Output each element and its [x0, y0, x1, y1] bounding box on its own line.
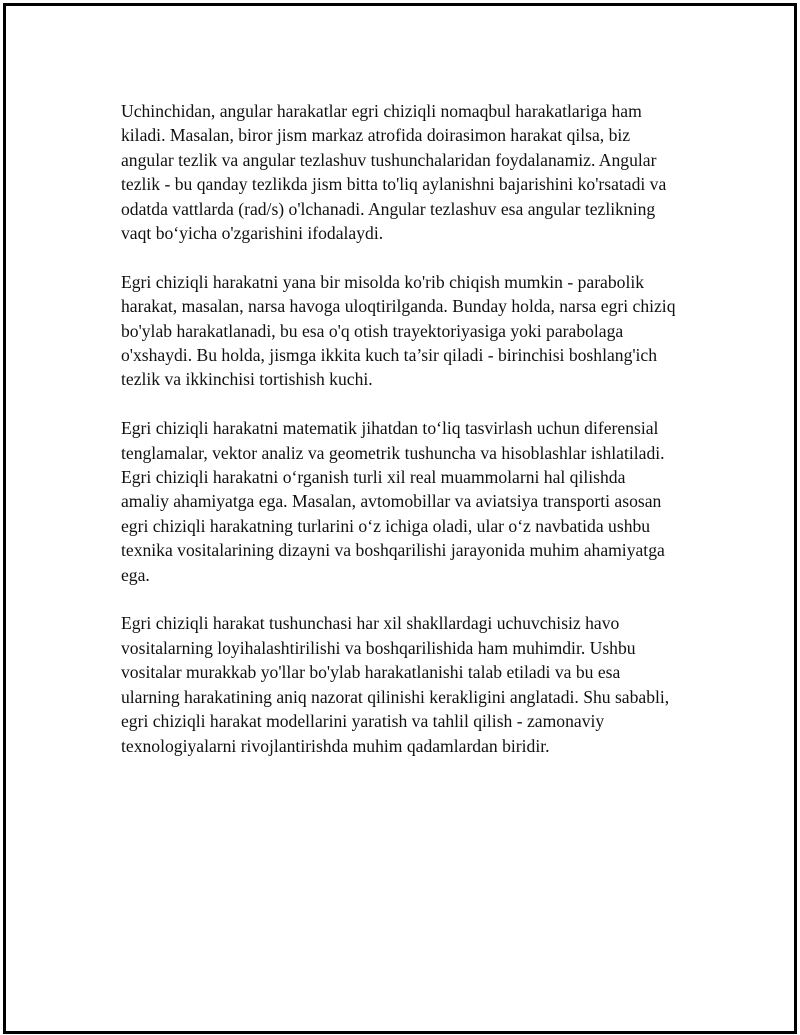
paragraph-4: Egri chiziqli harakat tushunchasi har xil shakllardagi uchuvchisiz havo vositalarning loyihalashtirilishi va boshqarilishida ham muhimdir. Ushbu vositalar murakkab yo'llar bo'ylab harakatlanishi talab etiladi va bu esa ularning harakatining aniq nazorat qilinishi kerakligini anglatadi. Shu sababli, egri chiziqli harakat modellarini yaratish va tahlil qilish - zamonaviy texnologiyalarni rivojlantirishda muhim qadamlardan biridir.	[121, 613, 670, 756]
paragraph-3: Egri chiziqli harakatni matematik jihatdan toʻliq tasvirlash uchun diferensial tenglamalar, vektor analiz va geometrik tushuncha va hisoblashlar ishlatiladi. Egri chiziqli harakatni oʻrganish turli xil real muammolarni hal qilishda amaliy ahamiyatga ega. Masalan, avtomobillar va aviatsiya transporti asosan egri chiziqli harakatning turlarini oʻz ichiga oladi, ular oʻz navbatida ushbu texnika vositalarining dizayni va boshqarilishi jarayonida muhim ahamiyatga ega.	[121, 418, 665, 585]
paragraph-1: Uchinchidan, angular harakatlar egri chiziqli nomaqbul harakatlariga ham kiladi. Masalan, biror jism markaz atrofida doirasimon harakat qilsa, biz angular tezlik va angular tezlashuv tushunchalaridan foydalanamiz. Angular tezlik - bu qanday tezlikda jism bitta to'liq aylanishni bajarishini ko'rsatadi va odatda vattlarda (rad/s) o'lchanadi. Angular tezlashuv esa angular tezlikning vaqt boʻyicha o'zgarishini ifodalaydi.	[121, 101, 667, 244]
document-page	[3, 3, 797, 1034]
document-body	[121, 99, 676, 782]
paragraph-2: Egri chiziqli harakatni yana bir misolda ko'rib chiqish mumkin - parabolik harakat, masalan, narsa havoga uloqtirilganda. Bunday holda, narsa egri chiziq bo'ylab harakatlanadi, bu esa o'q otish trayektoriyasiga yoki parabolaga o'xshaydi. Bu holda, jismga ikkita kuch ta’sir qiladi - birinchisi boshlang'ich tezlik va ikkinchisi tortishish kuchi.	[121, 271, 676, 390]
